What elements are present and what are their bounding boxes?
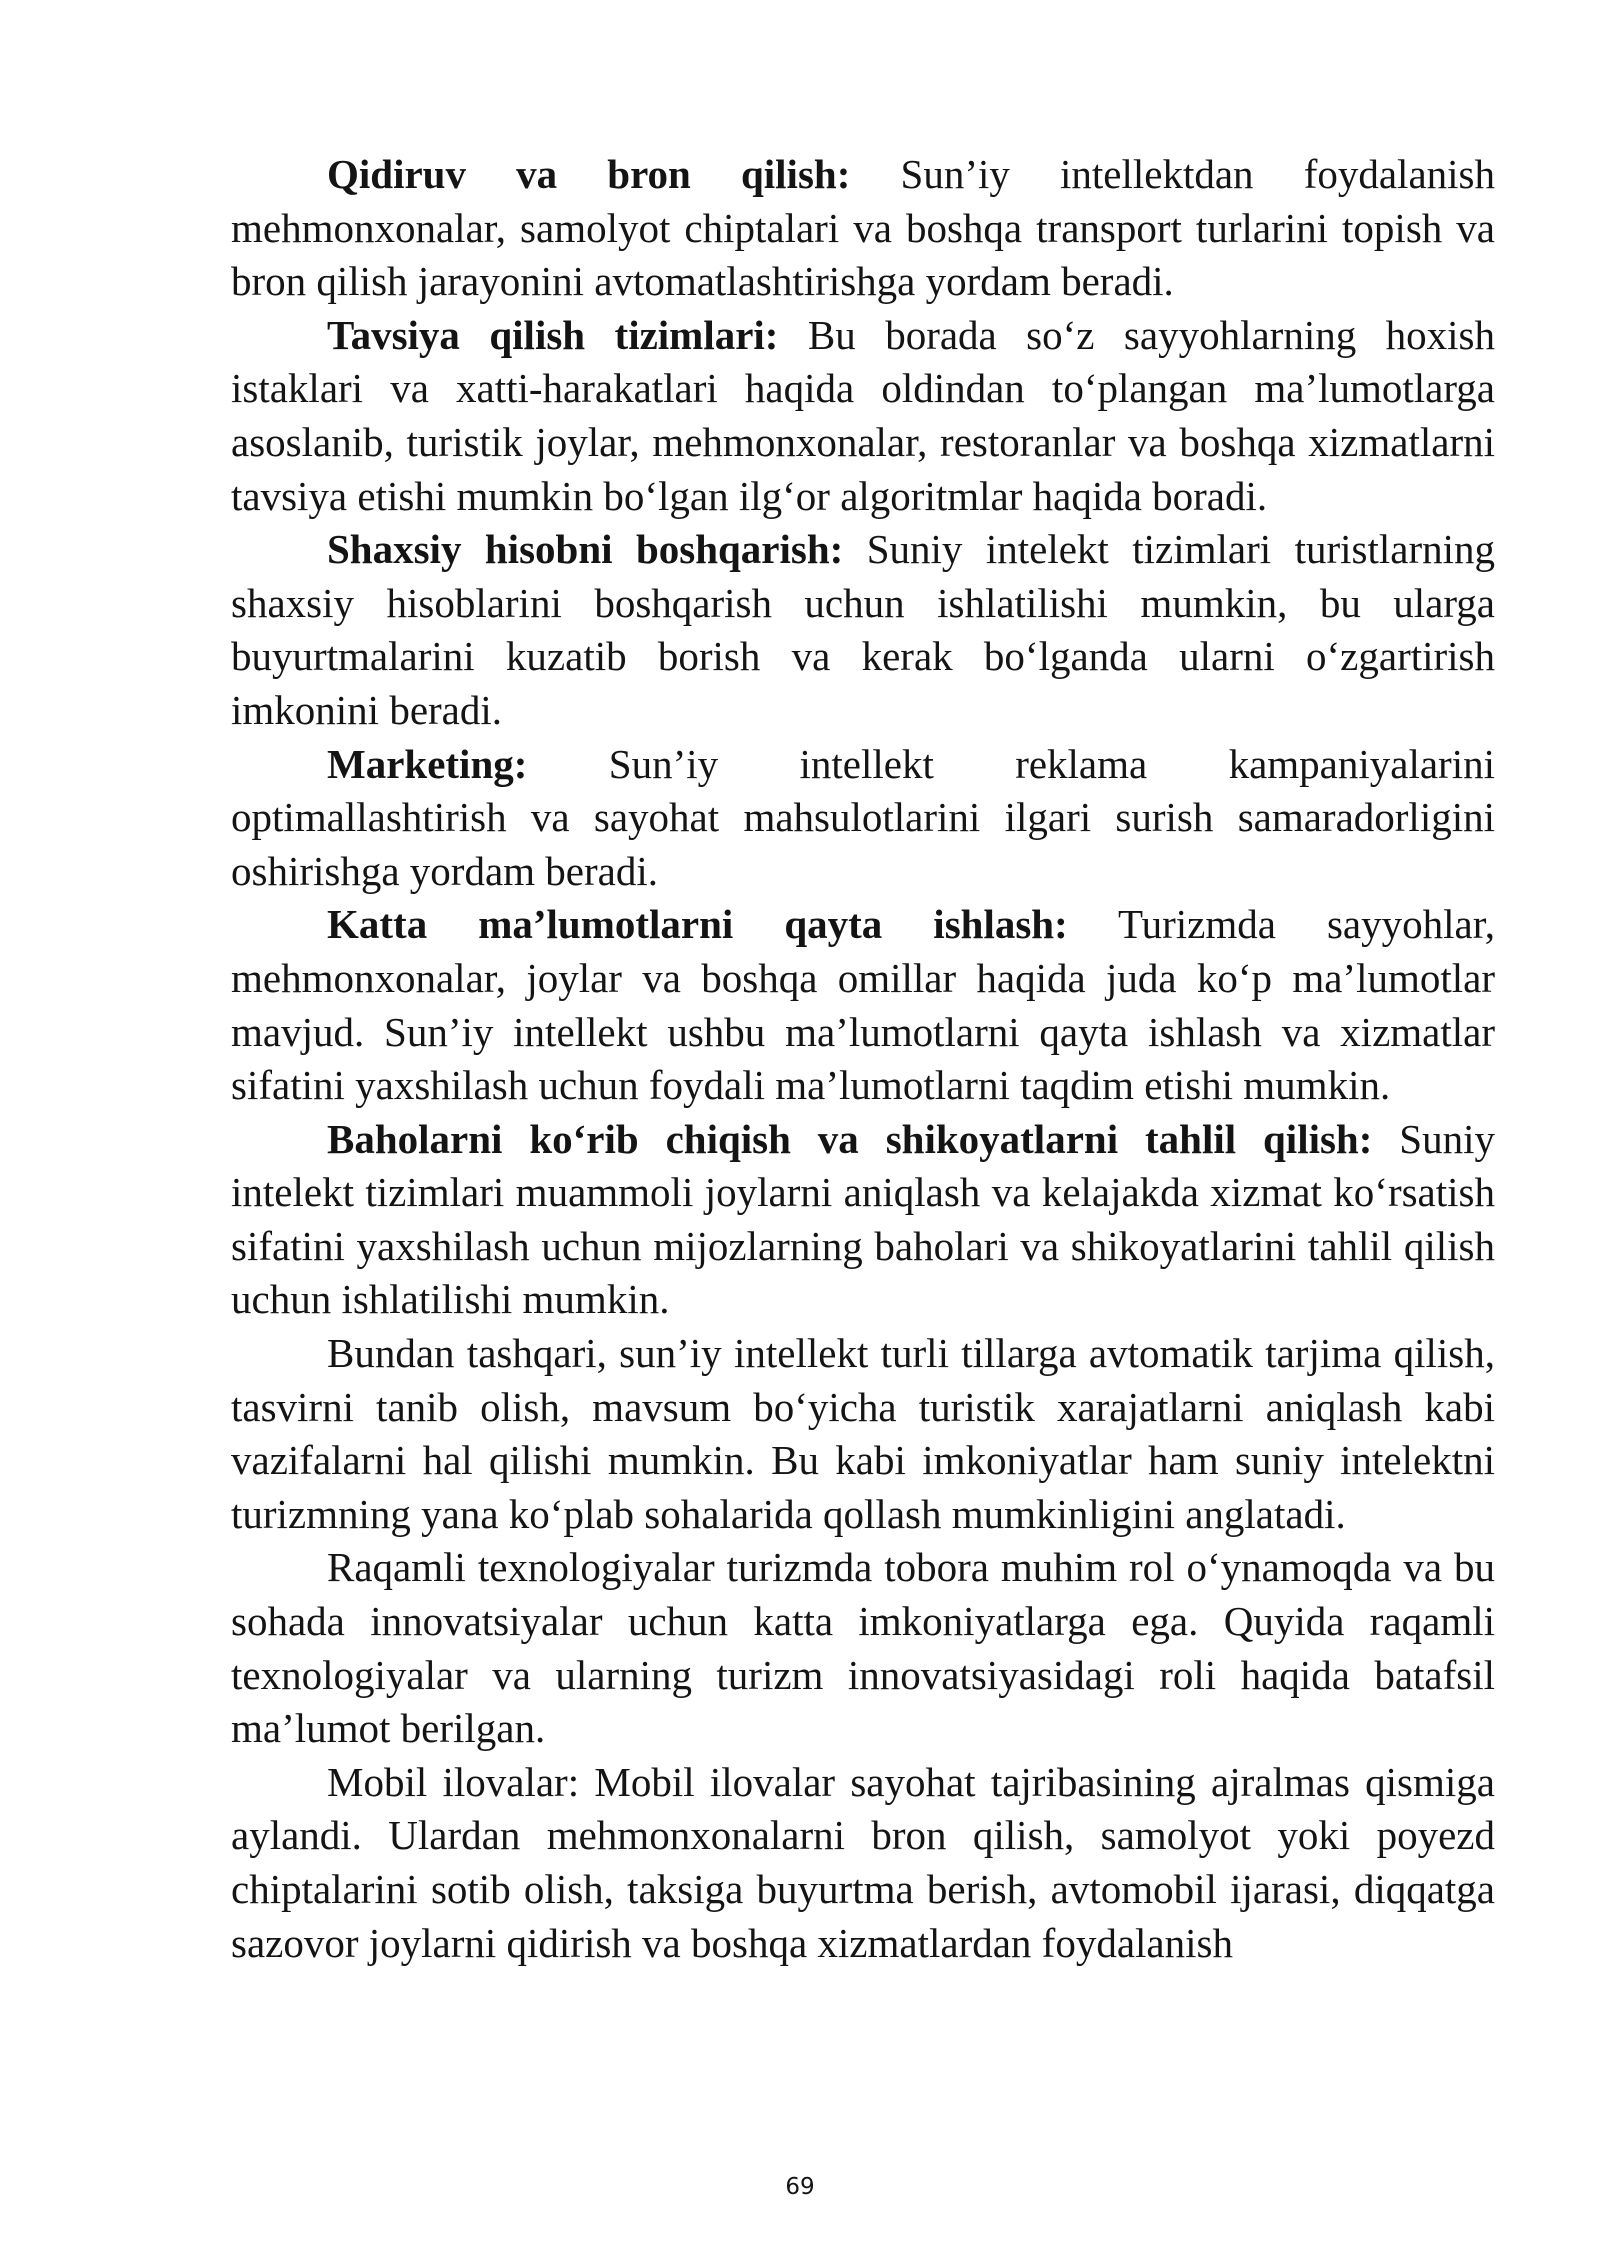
paragraph-text: Sun’iy intellekt reklama kampaniyalarini optimallashtirish va sayohat mahsulotlarini ilgari surish samaradorligini oshirishga yordam beradi. — [231, 740, 1495, 894]
paragraph-text: Raqamli texnologiyalar turizmda tobora muhim rol o‘ynamoqda va bu sohada innovatsiyalar uchun katta imkoniyatlarga ega. Quyida raqamli texnologiyalar va ularning turizm innovatsiyasidagi roli haqida batafsil ma’lumot berilgan. — [231, 1544, 1495, 1752]
paragraph-search-booking — [231, 148, 1495, 309]
paragraph-text: Suniy intelekt tizimlari muammoli joylarni aniqlash va kelajakda xizmat ko‘rsatish sifatini yaxshilash uchun mijozlarning baholari va shikoyatlarini tahlil qilish uchun ishlatilishi mumkin. — [231, 1115, 1495, 1323]
paragraph-heading: Katta ma’lumotlarni qayta ishlash: — [327, 901, 1068, 948]
paragraph-digital-technologies — [231, 1541, 1495, 1755]
body-text — [231, 148, 1495, 1970]
paragraph-text: Sun’iy intellektdan foydalanish mehmonxonalar, samolyot chiptalari va boshqa transport turlarini topish va bron qilish jarayonini avtomatlashtirishga yordam beradi. — [231, 151, 1495, 305]
paragraph-heading: Shaxsiy hisobni boshqarish: — [327, 526, 844, 573]
paragraph-reviews-analysis — [231, 1113, 1495, 1327]
paragraph-heading: Qidiruv va bron qilish: — [327, 151, 851, 197]
paragraph-account-management — [231, 523, 1495, 737]
paragraph-mobile-apps — [231, 1756, 1495, 1970]
paragraph-text: Bundan tashqari, sun’iy intellekt turli tillarga avtomatik tarjima qilish, tasvirni tanib olish, mavsum bo‘yicha turistik xarajatlarni aniqlash kabi vazifalarni hal qilishi mumkin. Bu kabi imkoniyatlar ham suniy intelektni turizmning yana ko‘plab sohalarida qollash mumkinligini anglatadi. — [231, 1330, 1495, 1537]
paragraph-text: Bu borada so‘z sayyohlarning hoxish istaklari va xatti-harakatlari haqida oldindan to‘plangan ma’lumotlarga asoslanib, turistik joylar, mehmonxonalar, restoranlar va boshqa xizmatlarni tavsiya etishi mumkin bo‘lgan ilg‘or algoritmlar haqida boradi. — [231, 311, 1495, 519]
paragraph-additional-capabilities — [231, 1327, 1495, 1541]
paragraph-heading: Baholarni ko‘rib chiqish va shikoyatlarni tahlil qilish: — [327, 1115, 1373, 1162]
paragraph-marketing — [231, 738, 1495, 899]
paragraph-text: Suniy intelekt tizimlari turistlarning shaxsiy hisoblarini boshqarish uchun ishlatilishi mumkin, bu ularga buyurtmalarini kuzatib borish va kerak bo‘lganda ularni o‘zgartirish imkonini beradi. — [231, 526, 1495, 733]
page-number: 69 — [785, 2174, 815, 2200]
paragraph-text: Mobil ilovalar: Mobil ilovalar sayohat tajribasining ajralmas qismiga aylandi. Ulardan mehmonxonalarni bron qilish, samolyot yoki poyezd chiptalarini sotib olish, taksiga buyurtma berish, avtomobil ijarasi, diqqatga sazovor joylarni qidirish va boshqa xizmatlardan foydalanish — [231, 1758, 1495, 1966]
paragraph-recommendation-systems — [231, 309, 1495, 523]
paragraph-big-data — [231, 898, 1495, 1112]
paragraph-heading: Marketing: — [327, 740, 528, 787]
paragraph-heading: Tavsiya qilish tizimlari: — [327, 311, 779, 358]
paragraph-text: Turizmda sayyohlar, mehmonxonalar, joylar va boshqa omillar haqida juda ko‘p ma’lumotlar mavjud. Sun’iy intellekt ushbu ma’lumotlarni qayta ishlash va xizmatlar sifatini yaxshilash uchun foydali ma’lumotlarni taqdim etishi mumkin. — [231, 901, 1495, 1109]
